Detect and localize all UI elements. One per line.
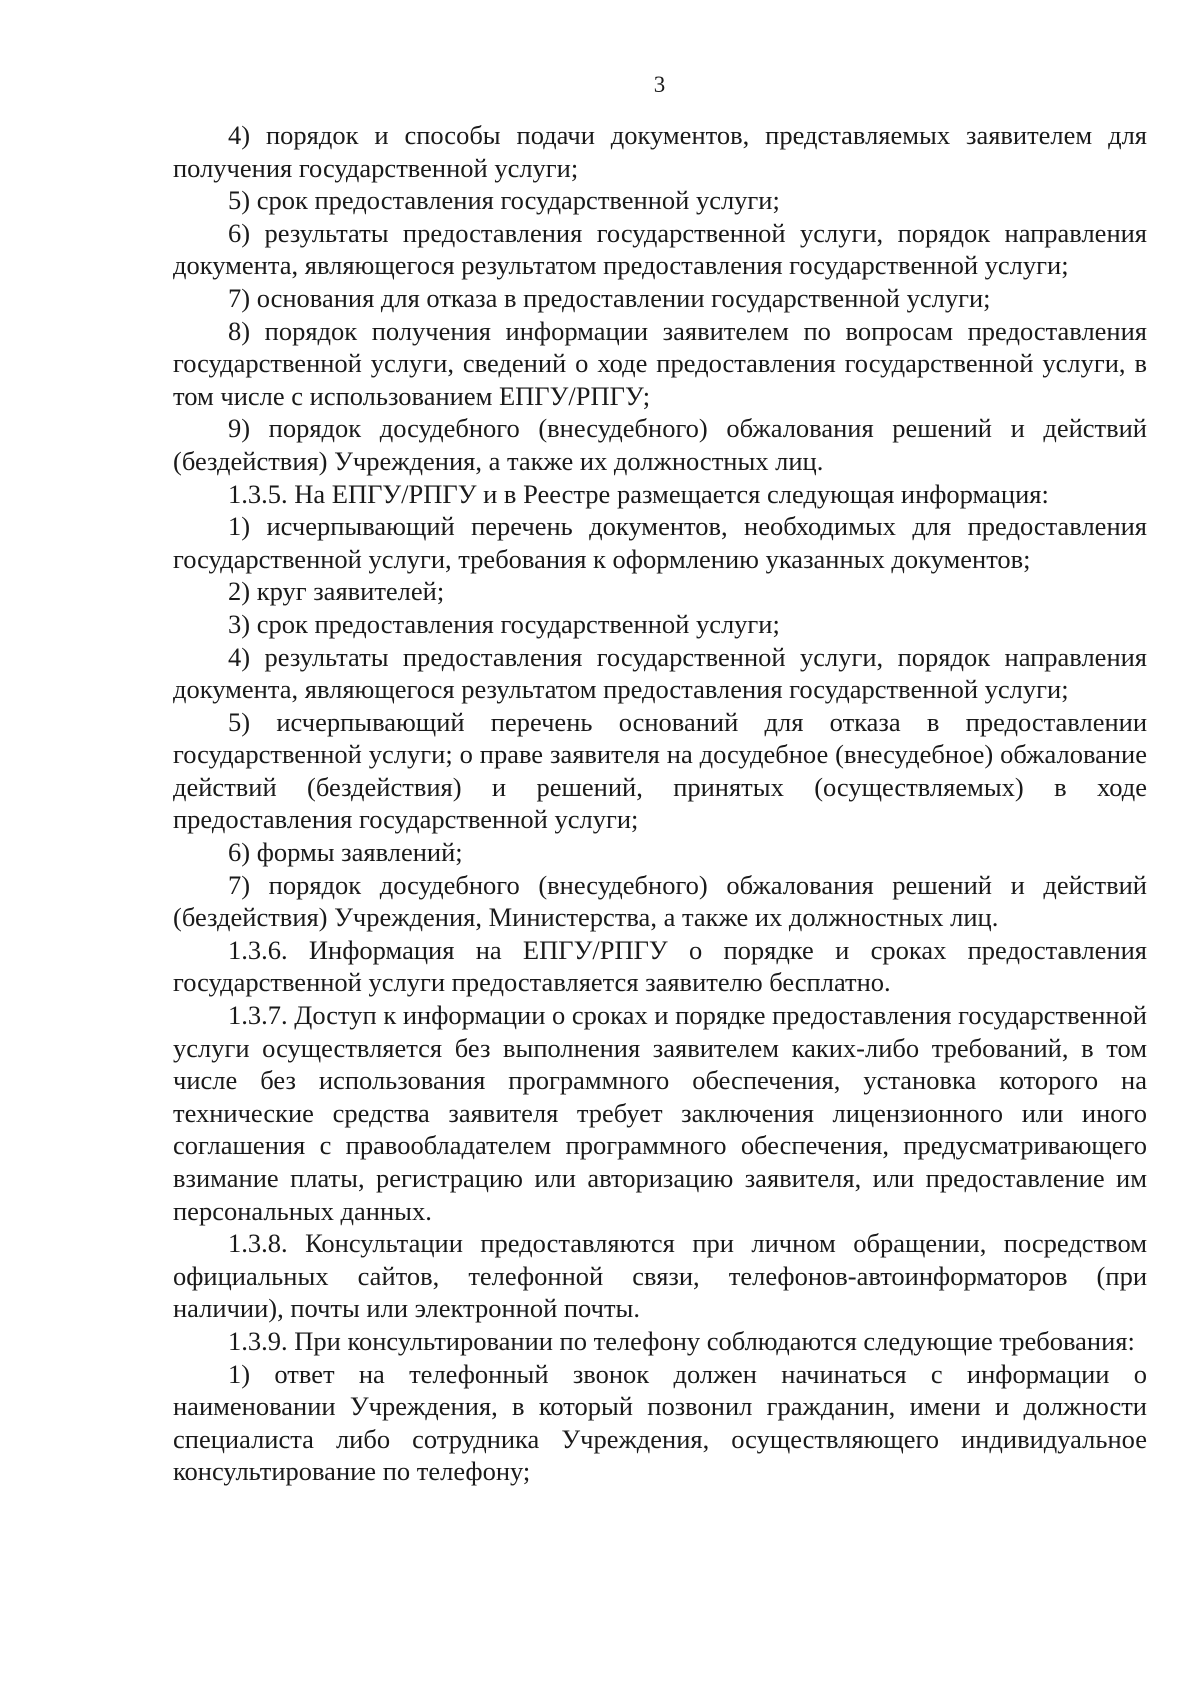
paragraph-item-9-appeal: 9) порядок досудебного (внесудебного) обжалования решений и действий (бездействия) Учреждения, а также их должностных лиц. [173,413,1147,476]
document-body [173,119,1147,1488]
paragraph-sub-1-documents: 1) исчерпывающий перечень документов, необходимых для предоставления государственной услуги, требования к оформлению указанных документов; [173,511,1147,574]
paragraph-sub-7-appeal: 7) порядок досудебного (внесудебного) обжалования решений и действий (бездействия) Учреждения, Министерства, а также их должностных лиц. [173,869,1147,933]
paragraph-1-3-8: 1.3.8. Консультации предоставляются при личном обращении, посредством официальных сайтов, телефонной связи, телефонов-автоинформаторов (при наличии), почты или электронной почты. [173,1228,1147,1324]
paragraph-sub-4-results: 4) результаты предоставления государственной услуги, порядок направления документа, являющегося результатом предоставления государственной услуги; [173,641,1147,705]
paragraph-1-3-5: 1.3.5. На ЕПГУ/РПГУ и в Реестре размещается следующая информация: [228,478,1049,509]
paragraph-1-3-6: 1.3.6. Информация на ЕПГУ/РПГУ о порядке и сроках предоставления государственной услуги предоставляется заявителю бесплатно. [173,934,1147,998]
page-number: 3 [653,72,666,97]
paragraph-sub-2-applicants: 2) круг заявителей; [228,576,445,607]
paragraph-1-3-9: 1.3.9. При консультировании по телефону соблюдаются следующие требования: [228,1325,1135,1356]
paragraph-item-5-term: 5) срок предоставления государственной услуги; [228,185,780,216]
paragraph-phone-1: 1) ответ на телефонный звонок должен начинаться с информации о наименовании Учреждения, в который позвонил гражданин, имени и должности специалиста либо сотрудника Учреждения, осуществляющего индивидуальное консультирование по телефону; [173,1358,1147,1487]
paragraph-sub-6-forms: 6) формы заявлений; [228,837,463,868]
paragraph-1-3-7: 1.3.7. Доступ к информации о сроках и порядке предоставления государственной услуги осуществляется без выполнения заявителем каких-либо требований, в том числе без использования программного обеспечения, установка которого на технические средства заявителя требует заключения лицензионного или иного соглашения с правообладателем программного обеспечения, предусматривающего взимание платы, регистрацию или авторизацию заявителя, или предоставление им персональных данных. [173,1000,1147,1226]
paragraph-item-8-information: 8) порядок получения информации заявителем по вопросам предоставления государственной услуги, сведений о ходе предоставления государственной услуги, в том числе с использованием ЕПГУ/РПГУ; [173,315,1147,411]
paragraph-sub-5-refusal-list: 5) исчерпывающий перечень оснований для отказа в предоставлении государственной услуги; о праве заявителя на досудебное (внесудебное) обжалование действий (бездействия) и решений, принятых (осуществляемых) в ходе предоставления государственной услуги; [173,706,1147,835]
paragraph-sub-3-term: 3) срок предоставления государственной услуги; [228,608,780,639]
paragraph-item-7-refusal-grounds: 7) основания для отказа в предоставлении государственной услуги; [228,282,991,313]
paragraph-item-6-results: 6) результаты предоставления государственной услуги, порядок направления документа, являющегося результатом предоставления государственной услуги; [173,217,1147,281]
paragraph-item-4-submission: 4) порядок и способы подачи документов, представляемых заявителем для получения государственной услуги; [173,120,1147,183]
